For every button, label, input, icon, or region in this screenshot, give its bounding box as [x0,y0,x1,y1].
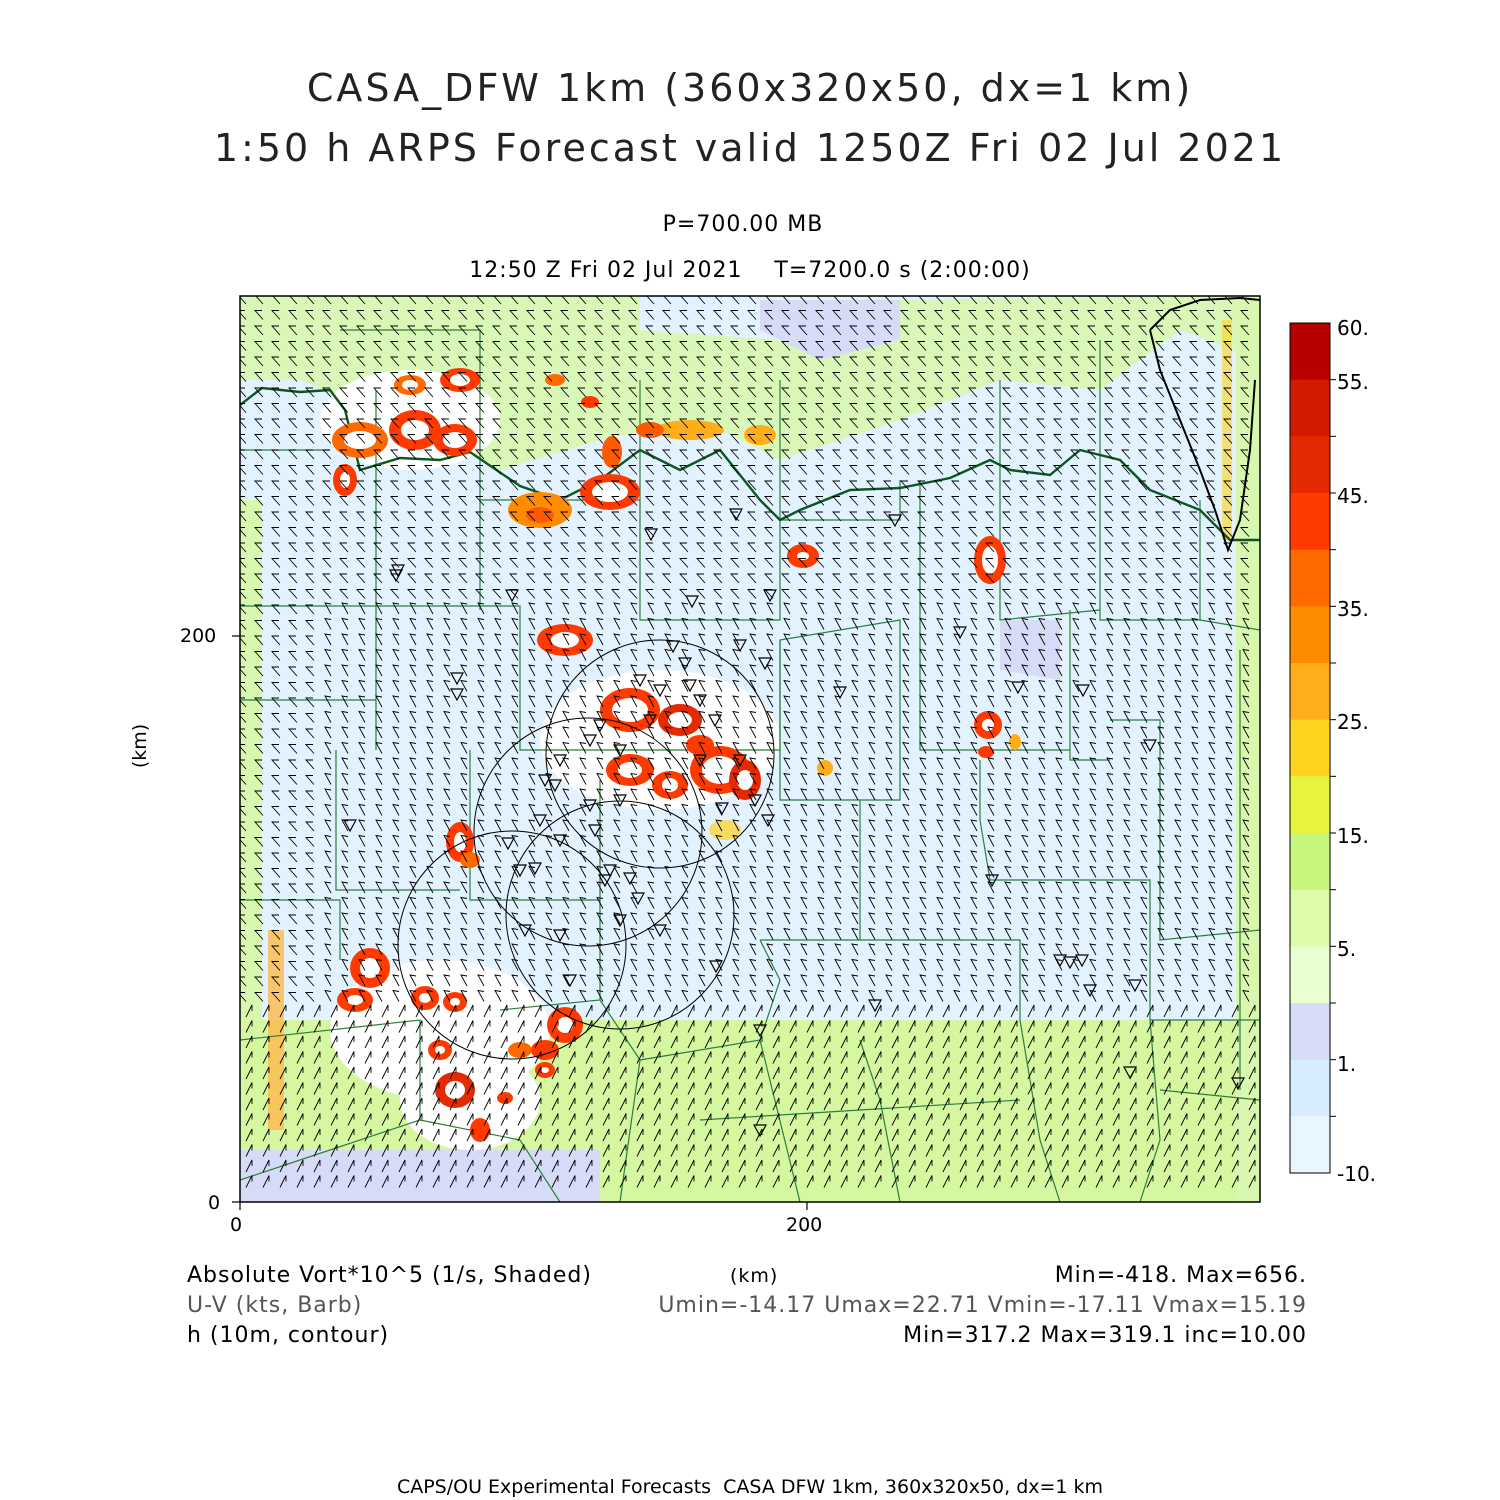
colorbar-label-60: 60. [1337,316,1369,340]
pressure-level-text: P=700.00 MB [662,212,824,237]
y-axis-label: (km) [129,723,152,769]
low-vorticity-patch-3 [240,1150,600,1202]
colorbar-label-35: 35. [1337,597,1369,621]
credit-line: CAPS/OU Experimental Forecasts CASA DFW 1km, 360x320x50, dx=1 km [396,1476,1104,1498]
field1-name: Absolute Vort*10^5 (1/s, Shaded) [187,1263,592,1288]
colorbar-swatch-10 [1290,890,1330,947]
colorbar-label-45: 45. [1337,484,1369,508]
colorbar-label-55: 55. [1337,370,1369,394]
colorbar-swatch-13 [1290,1060,1330,1117]
title-line2: 1:50 h ARPS Forecast valid 1250Z Fri 02 Jul 2021 [213,126,1287,170]
colorbar-swatch-14 [1290,1116,1330,1173]
colorbar-label-1: 1. [1337,1052,1357,1076]
field1-stats: Min=-418. Max=656. [1054,1263,1307,1288]
colorbar-label-25: 25. [1337,710,1369,734]
x-tick-0: 0 [230,1214,243,1236]
valid-time-text: 12:50 Z Fri 02 Jul 2021 T=7200.0 s (2:00:00) [469,258,1031,283]
colorbar-swatch-3 [1290,493,1330,550]
colorbar-swatch-2 [1290,436,1330,493]
colorbar-swatch-6 [1290,663,1330,720]
colorbar-swatch-5 [1290,606,1330,663]
y-tick-200: 200 [180,625,217,647]
field3-name: h (10m, contour) [187,1323,390,1348]
x-axis-unit: (km) [730,1265,779,1287]
field3-stats: Min=317.2 Max=319.1 inc=10.00 [903,1323,1307,1348]
colorbar-swatch-1 [1290,380,1330,437]
colorbar-label-15: 15. [1337,824,1369,848]
colorbar-swatch-8 [1290,776,1330,833]
title-line1: CASA_DFW 1km (360x320x50, dx=1 km) [306,66,1194,110]
colorbar-swatch-7 [1290,720,1330,777]
colorbar-label-neg10: -10. [1337,1162,1377,1186]
colorbar [1290,323,1336,1174]
colorbar-swatch-0 [1290,323,1330,380]
colorbar-swatch-9 [1290,833,1330,890]
colorbar-swatch-12 [1290,1003,1330,1060]
colorbar-swatch-4 [1290,550,1330,607]
x-tick-200: 200 [786,1214,823,1236]
vorticity-strip-east [1222,320,1232,540]
field2-name: U-V (kts, Barb) [187,1293,363,1318]
colorbar-swatch-11 [1290,946,1330,1003]
field2-stats: Umin=-14.17 Umax=22.71 Vmin=-17.11 Vmax=15.19 [658,1293,1307,1318]
y-tick-0: 0 [208,1192,221,1214]
colorbar-label-5: 5. [1337,937,1357,961]
